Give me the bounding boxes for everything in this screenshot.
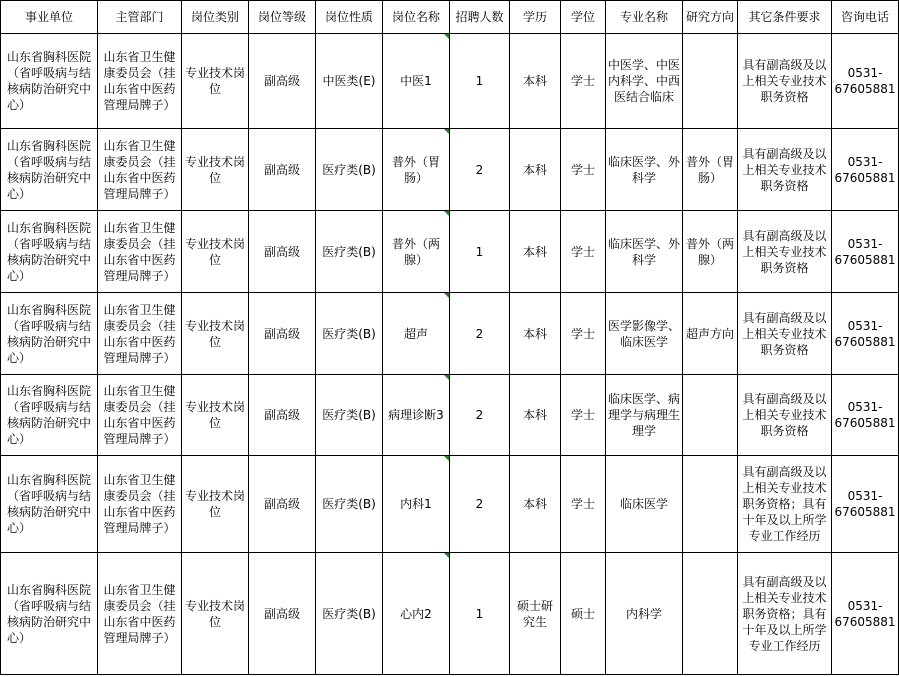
- cell-count: 2: [450, 129, 510, 211]
- cell-unit: 山东省胸科医院（省呼吸病与结核病防治研究中心）: [1, 375, 98, 456]
- cell-position-name: [383, 375, 450, 456]
- cell-direction: [683, 456, 738, 553]
- cell-position-name: [383, 293, 450, 375]
- cell-level: 副高级: [249, 553, 316, 675]
- cell-phone: 0531-67605881: [832, 34, 899, 129]
- cell-degree: 学士: [561, 129, 606, 211]
- header-count: 招聘人数: [450, 1, 510, 34]
- header-dept: 主管部门: [98, 1, 182, 34]
- comment-marker: [444, 34, 449, 39]
- cell-nature: 医疗类(B): [316, 211, 383, 293]
- cell-requirements: 具有副高级及以上相关专业技术职务资格: [738, 34, 832, 129]
- header-edu: 学历: [510, 1, 561, 34]
- cell-level: 副高级: [249, 375, 316, 456]
- cell-major: 内科学: [606, 553, 683, 675]
- cell-category: 专业技术岗位: [182, 456, 249, 553]
- header-name: 岗位名称: [383, 1, 450, 34]
- header-phone: 咨询电话: [832, 1, 899, 34]
- comment-marker: [444, 129, 449, 134]
- cell-unit: 山东省胸科医院（省呼吸病与结核病防治研究中心）: [1, 211, 98, 293]
- table-row: [1, 34, 899, 129]
- cell-major: 临床医学、外科学: [606, 129, 683, 211]
- cell-edu: 本科: [510, 456, 561, 553]
- cell-nature: 医疗类(B): [316, 129, 383, 211]
- cell-level: 副高级: [249, 211, 316, 293]
- cell-nature: 中医类(E): [316, 34, 383, 129]
- cell-level: 副高级: [249, 34, 316, 129]
- cell-major: 中医学、中医内科学、中西医结合临床: [606, 34, 683, 129]
- comment-marker: [444, 293, 449, 298]
- cell-count: 1: [450, 34, 510, 129]
- cell-phone: 0531-67605881: [832, 129, 899, 211]
- cell-major: 临床医学: [606, 456, 683, 553]
- cell-degree: 学士: [561, 211, 606, 293]
- cell-position-name: [383, 129, 450, 211]
- cell-count: 2: [450, 375, 510, 456]
- cell-major: 医学影像学、临床医学: [606, 293, 683, 375]
- cell-dept: 山东省卫生健康委员会（挂山东省中医药管理局牌子）: [98, 293, 182, 375]
- comment-marker: [444, 456, 449, 461]
- cell-category: 专业技术岗位: [182, 211, 249, 293]
- header-category: 岗位类别: [182, 1, 249, 34]
- table-row: [1, 211, 899, 293]
- cell-major: 临床医学、病理学与病理生理学: [606, 375, 683, 456]
- position-name-text: 心内2: [400, 606, 432, 621]
- cell-count: 1: [450, 211, 510, 293]
- cell-edu: 本科: [510, 34, 561, 129]
- cell-edu: 本科: [510, 375, 561, 456]
- table-row: [1, 456, 899, 553]
- cell-count: 2: [450, 293, 510, 375]
- position-name-text: 病理诊断3: [388, 408, 444, 422]
- cell-phone: 0531-67605881: [832, 456, 899, 553]
- position-name-text: 内科1: [400, 497, 432, 511]
- cell-requirements: 具有副高级及以上相关专业技术职务资格: [738, 293, 832, 375]
- header-nature: 岗位性质: [316, 1, 383, 34]
- cell-edu: 本科: [510, 211, 561, 293]
- cell-unit: 山东省胸科医院（省呼吸病与结核病防治研究中心）: [1, 553, 98, 675]
- position-name-text: 普外（胃肠）: [391, 154, 440, 185]
- cell-dept: 山东省卫生健康委员会（挂山东省中医药管理局牌子）: [98, 456, 182, 553]
- cell-direction: 普外（两腺）: [683, 211, 738, 293]
- cell-direction: 超声方向: [683, 293, 738, 375]
- cell-degree: 学士: [561, 293, 606, 375]
- table-row: [1, 553, 899, 675]
- cell-direction: [683, 553, 738, 675]
- cell-phone: 0531-67605881: [832, 293, 899, 375]
- cell-nature: 医疗类(B): [316, 456, 383, 553]
- cell-category: 专业技术岗位: [182, 34, 249, 129]
- cell-requirements: 具有副高级及以上相关专业技术职务资格；具有十年及以上所学专业工作经历: [738, 456, 832, 553]
- position-name-text: 超声: [403, 326, 428, 341]
- cell-position-name: [383, 211, 450, 293]
- cell-major: 临床医学、外科学: [606, 211, 683, 293]
- cell-position-name: [383, 456, 450, 553]
- cell-dept: 山东省卫生健康委员会（挂山东省中医药管理局牌子）: [98, 211, 182, 293]
- cell-edu: 硕士研究生: [510, 553, 561, 675]
- position-name-text: 中医1: [400, 74, 432, 88]
- header-major: 专业名称: [606, 1, 683, 34]
- cell-position-name: [383, 553, 450, 675]
- cell-requirements: 具有副高级及以上相关专业技术职务资格: [738, 129, 832, 211]
- cell-level: 副高级: [249, 456, 316, 553]
- cell-unit: 山东省胸科医院（省呼吸病与结核病防治研究中心）: [1, 456, 98, 553]
- cell-phone: 0531-67605881: [832, 211, 899, 293]
- cell-dept: 山东省卫生健康委员会（挂山东省中医药管理局牌子）: [98, 553, 182, 675]
- cell-unit: 山东省胸科医院（省呼吸病与结核病防治研究中心）: [1, 34, 98, 129]
- cell-direction: 普外（胃肠）: [683, 129, 738, 211]
- cell-edu: 本科: [510, 293, 561, 375]
- cell-count: 1: [450, 553, 510, 675]
- cell-edu: 本科: [510, 129, 561, 211]
- cell-unit: 山东省胸科医院（省呼吸病与结核病防治研究中心）: [1, 293, 98, 375]
- header-requirements: 其它条件要求: [738, 1, 832, 34]
- table-row: [1, 375, 899, 456]
- cell-position-name: [383, 34, 450, 129]
- cell-unit: 山东省胸科医院（省呼吸病与结核病防治研究中心）: [1, 129, 98, 211]
- cell-category: 专业技术岗位: [182, 553, 249, 675]
- cell-degree: 学士: [561, 34, 606, 129]
- cell-degree: 学士: [561, 375, 606, 456]
- header-unit: 事业单位: [1, 1, 98, 34]
- cell-phone: 0531-67605881: [832, 375, 899, 456]
- table-row: [1, 293, 899, 375]
- cell-level: 副高级: [249, 293, 316, 375]
- cell-dept: 山东省卫生健康委员会（挂山东省中医药管理局牌子）: [98, 34, 182, 129]
- header-direction: 研究方向: [683, 1, 738, 34]
- cell-category: 专业技术岗位: [182, 129, 249, 211]
- cell-phone: 0531-67605881: [832, 553, 899, 675]
- cell-nature: 医疗类(B): [316, 375, 383, 456]
- comment-marker: [444, 211, 449, 216]
- header-row: [1, 1, 899, 34]
- cell-category: 专业技术岗位: [182, 375, 249, 456]
- position-name-text: 普外（两腺）: [391, 236, 440, 267]
- cell-requirements: 具有副高级及以上相关专业技术职务资格；具有十年及以上所学专业工作经历: [738, 553, 832, 675]
- cell-degree: 学士: [561, 456, 606, 553]
- cell-nature: 医疗类(B): [316, 553, 383, 675]
- table-row: [1, 129, 899, 211]
- comment-marker: [444, 375, 449, 380]
- header-level: 岗位等级: [249, 1, 316, 34]
- cell-category: 专业技术岗位: [182, 293, 249, 375]
- cell-level: 副高级: [249, 129, 316, 211]
- cell-dept: 山东省卫生健康委员会（挂山东省中医药管理局牌子）: [98, 129, 182, 211]
- cell-count: 2: [450, 456, 510, 553]
- cell-dept: 山东省卫生健康委员会（挂山东省中医药管理局牌子）: [98, 375, 182, 456]
- cell-nature: 医疗类(B): [316, 293, 383, 375]
- cell-direction: [683, 34, 738, 129]
- cell-direction: [683, 375, 738, 456]
- comment-marker: [444, 553, 449, 558]
- header-degree: 学位: [561, 1, 606, 34]
- cell-requirements: 具有副高级及以上相关专业技术职务资格: [738, 375, 832, 456]
- cell-degree: 硕士: [561, 553, 606, 675]
- cell-requirements: 具有副高级及以上相关专业技术职务资格: [738, 211, 832, 293]
